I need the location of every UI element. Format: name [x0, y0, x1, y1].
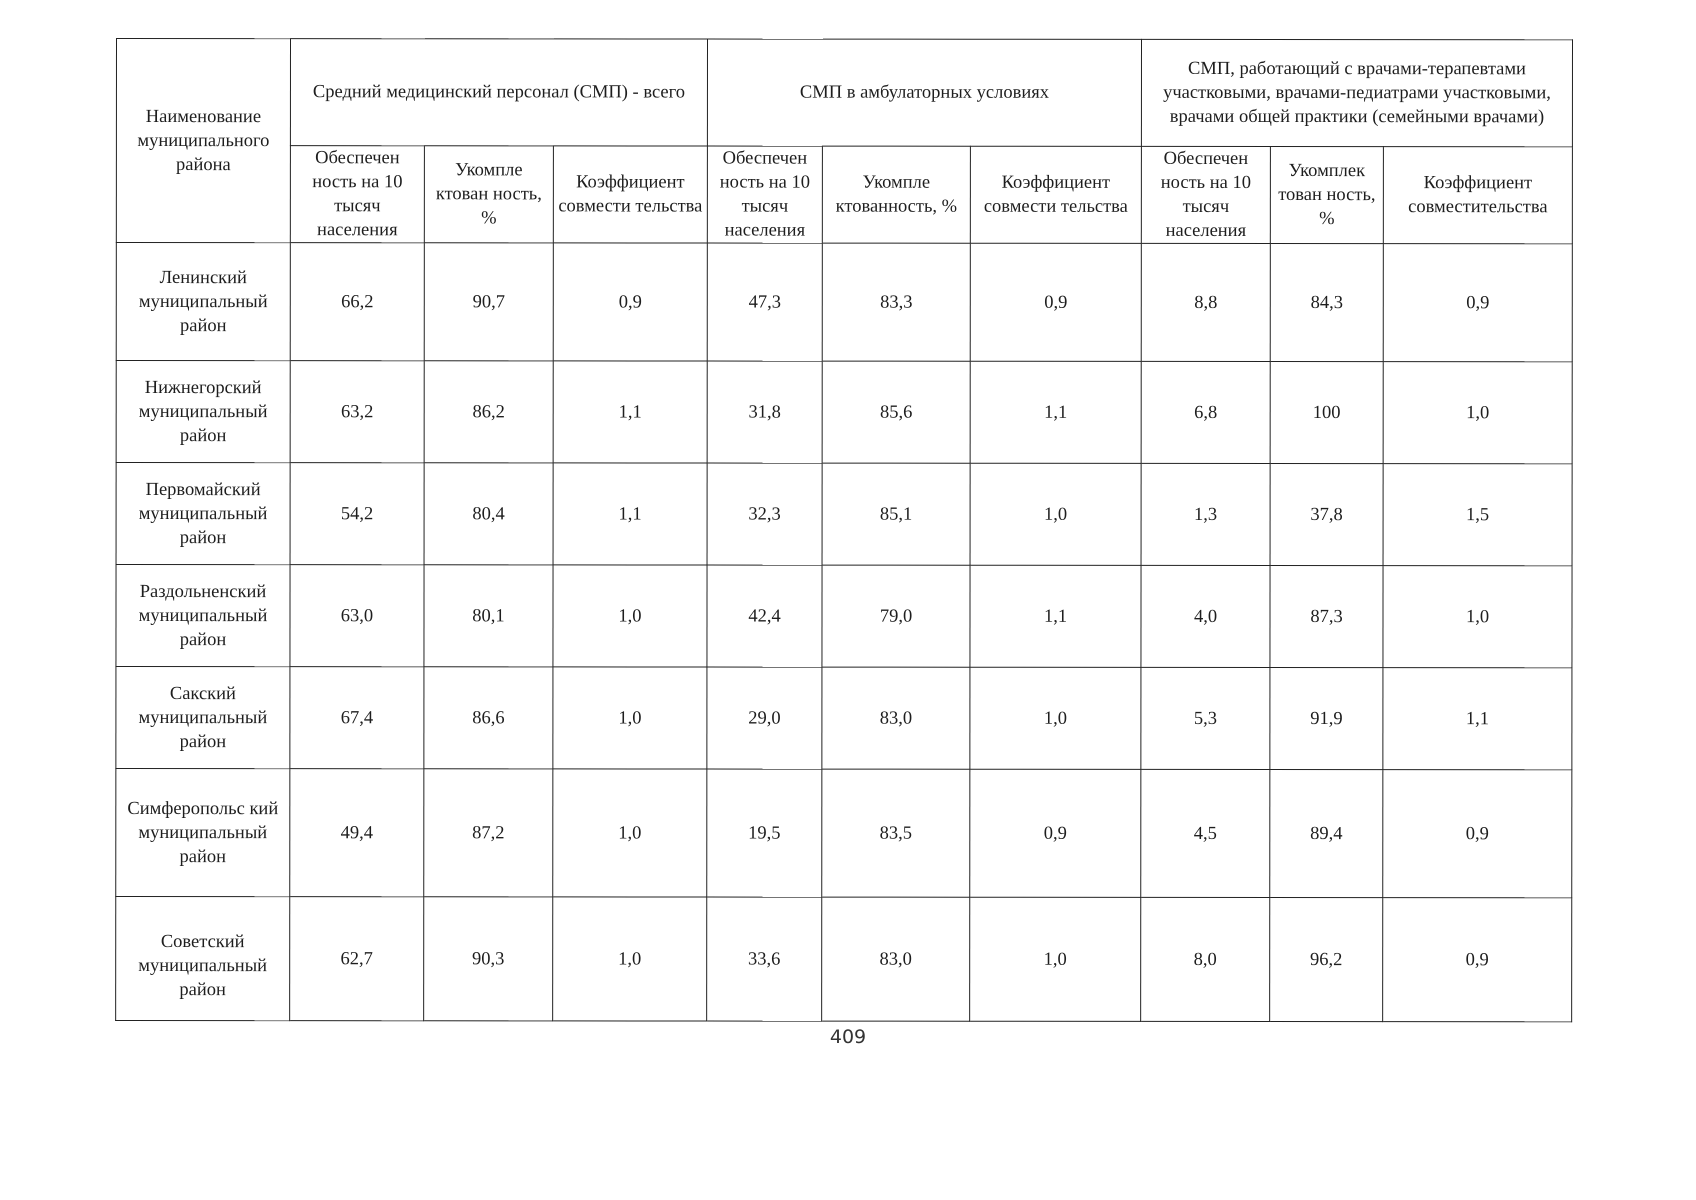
value-cell: 4,5 — [1141, 769, 1270, 897]
value-cell: 8,8 — [1141, 243, 1270, 361]
value-cell: 29,0 — [707, 667, 822, 769]
sub-header: Обеспечен ность на 10 тысяч населения — [290, 146, 424, 243]
value-cell: 1,0 — [1383, 362, 1572, 464]
value-cell: 8,0 — [1141, 897, 1270, 1021]
page-number: 409 — [829, 1026, 867, 1048]
district-name: Симферопольс кий муниципальный район — [116, 769, 290, 897]
district-name: Ленинский муниципальный район — [116, 243, 290, 361]
name-column-header: Наименование муниципального района — [116, 39, 290, 243]
value-cell: 1,3 — [1141, 463, 1270, 565]
value-cell: 80,1 — [424, 565, 553, 667]
value-cell: 66,2 — [290, 243, 424, 361]
value-cell: 90,7 — [424, 243, 553, 361]
value-cell: 32,3 — [707, 463, 822, 565]
value-cell: 89,4 — [1270, 770, 1383, 898]
value-cell: 87,3 — [1270, 566, 1383, 668]
sub-header-row — [116, 146, 1572, 244]
value-cell: 85,6 — [822, 361, 970, 463]
value-cell: 4,0 — [1141, 565, 1270, 667]
sub-header: Укомпле ктован ность, % — [424, 146, 553, 243]
table-row — [116, 243, 1572, 362]
value-cell: 0,9 — [553, 243, 707, 361]
value-cell: 1,0 — [1383, 566, 1572, 668]
table-row — [116, 565, 1572, 668]
value-cell: 37,8 — [1270, 464, 1383, 566]
value-cell: 91,9 — [1270, 668, 1383, 770]
value-cell: 1,0 — [553, 565, 707, 667]
value-cell: 1,0 — [553, 897, 707, 1021]
value-cell: 67,4 — [290, 667, 424, 769]
value-cell: 85,1 — [822, 463, 970, 565]
district-name: Советский муниципальный район — [116, 897, 290, 1021]
district-name: Сакский муниципальный район — [116, 667, 290, 769]
value-cell: 47,3 — [707, 243, 822, 361]
value-cell: 1,0 — [970, 897, 1141, 1021]
district-name: Первомайский муниципальный район — [116, 463, 290, 565]
value-cell: 0,9 — [970, 769, 1141, 897]
table-row — [116, 463, 1572, 566]
value-cell: 63,2 — [290, 361, 424, 463]
table-row — [116, 361, 1572, 464]
value-cell: 79,0 — [822, 565, 970, 667]
value-cell: 84,3 — [1270, 244, 1383, 362]
sub-header: Обеспечен ность на 10 тысяч населения — [707, 146, 822, 243]
sub-header: Обеспечен ность на 10 тысяч населения — [1141, 146, 1270, 243]
value-cell: 100 — [1270, 362, 1383, 464]
value-cell: 1,1 — [1383, 668, 1572, 770]
value-cell: 19,5 — [707, 769, 822, 897]
value-cell: 86,2 — [424, 361, 553, 463]
sub-header: Коэффициент совмести тельства — [970, 146, 1141, 243]
value-cell: 0,9 — [1383, 244, 1572, 362]
value-cell: 1,0 — [970, 463, 1141, 565]
value-cell: 1,0 — [553, 769, 707, 897]
staffing-table — [115, 38, 1573, 1022]
value-cell: 83,3 — [822, 243, 970, 361]
group-header-district-doctors: СМП, работающий с врачами-терапевтами участковыми, врачами-педиатрами участковыми, врачами общей практики (семейными врачами) — [1141, 39, 1572, 146]
value-cell: 86,6 — [424, 667, 553, 769]
value-cell: 83,0 — [822, 897, 970, 1021]
sub-header: Коэффициент совмести тельства — [553, 146, 707, 243]
value-cell: 1,1 — [553, 361, 707, 463]
value-cell: 1,5 — [1383, 464, 1572, 566]
sub-header: Коэффициент совместительства — [1383, 147, 1572, 244]
sub-header: Укомпле ктованность, % — [822, 146, 970, 243]
value-cell: 31,8 — [707, 361, 822, 463]
group-header-row — [116, 39, 1572, 147]
value-cell: 33,6 — [707, 897, 822, 1021]
district-name: Раздольненский муниципальный район — [116, 565, 290, 667]
table-row — [116, 667, 1572, 770]
value-cell: 42,4 — [707, 565, 822, 667]
value-cell: 63,0 — [290, 565, 424, 667]
value-cell: 83,0 — [822, 667, 970, 769]
value-cell: 0,9 — [1383, 898, 1572, 1022]
value-cell: 90,3 — [424, 897, 553, 1021]
value-cell: 0,9 — [1383, 770, 1572, 898]
table-row — [116, 769, 1572, 898]
value-cell: 49,4 — [290, 769, 424, 897]
group-header-all-staff: Средний медицинский персонал (СМП) - всего — [290, 39, 707, 146]
value-cell: 62,7 — [290, 897, 424, 1021]
value-cell: 1,0 — [553, 667, 707, 769]
value-cell: 1,1 — [970, 361, 1141, 463]
district-name: Нижнегорский муниципальный район — [116, 361, 290, 463]
value-cell: 83,5 — [822, 769, 970, 897]
value-cell: 54,2 — [290, 463, 424, 565]
table-row — [116, 897, 1572, 1022]
value-cell: 5,3 — [1141, 667, 1270, 769]
value-cell: 80,4 — [424, 463, 553, 565]
value-cell: 87,2 — [424, 769, 553, 897]
value-cell: 0,9 — [970, 243, 1141, 361]
group-header-outpatient: СМП в амбулаторных условиях — [707, 39, 1141, 146]
value-cell: 1,1 — [970, 565, 1141, 667]
value-cell: 1,1 — [553, 463, 707, 565]
sub-header: Укомплек тован ность, % — [1270, 147, 1383, 244]
value-cell: 96,2 — [1270, 898, 1383, 1022]
value-cell: 1,0 — [970, 667, 1141, 769]
value-cell: 6,8 — [1141, 361, 1270, 463]
